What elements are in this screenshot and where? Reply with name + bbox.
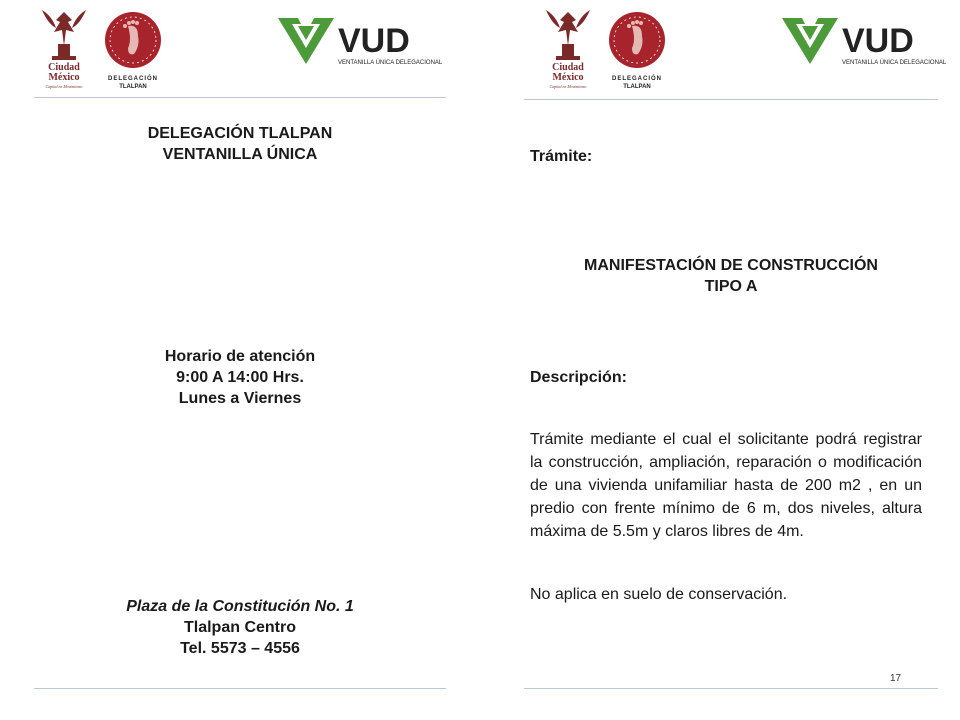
office-title-line1: DELEGACIÓN TLALPAN bbox=[147, 125, 333, 142]
svg-text:Capital en Movimiento: Capital en Movimiento bbox=[45, 84, 83, 89]
svg-text:TLALPAN: TLALPAN bbox=[119, 84, 147, 90]
schedule-label: Horario de atención bbox=[164, 348, 316, 365]
office-title bbox=[34, 123, 446, 165]
tramite-name-line2: TIPO A bbox=[704, 278, 758, 295]
schedule-block bbox=[34, 346, 446, 409]
vud-logo bbox=[780, 14, 950, 74]
footer-rule bbox=[34, 688, 446, 689]
svg-text:Ciudad: Ciudad bbox=[552, 62, 584, 73]
tramite-name-line1: MANIFESTACIÓN DE CONSTRUCCIÓN bbox=[584, 257, 878, 274]
right-page bbox=[480, 0, 960, 720]
tramite-name bbox=[524, 255, 938, 297]
address-line1: Plaza de la Constitución No. 1 bbox=[126, 598, 354, 615]
schedule-days: Lunes a Viernes bbox=[178, 390, 302, 407]
page-number: 17 bbox=[890, 673, 902, 684]
conservation-note: No aplica en suelo de conservación. bbox=[530, 586, 788, 603]
cdmx-logo bbox=[538, 6, 598, 90]
svg-text:México: México bbox=[552, 72, 584, 83]
svg-text:México: México bbox=[48, 72, 80, 83]
footer-rule bbox=[524, 688, 938, 689]
descripcion-text: Trámite mediante el cual el solicitante podrá registrar la construcción, ampliación, reparación o modificación de una vivienda unifamiliar hasta de 200 m2 , en un predio con frente mínimo de 6 m, dos niveles, altura máxima de 5.5m y claros libres de 4m. bbox=[530, 431, 922, 540]
svg-text:DELEGACIÓN: DELEGACIÓN bbox=[611, 76, 663, 82]
header-rule bbox=[524, 99, 938, 100]
delegacion-tlalpan-logo bbox=[602, 10, 672, 90]
svg-text:Capital en Movimiento: Capital en Movimiento bbox=[549, 84, 587, 89]
cdmx-logo bbox=[34, 6, 94, 90]
address-line2: Tlalpan Centro bbox=[183, 619, 296, 636]
office-title-line2: VENTANILLA ÚNICA bbox=[162, 146, 318, 163]
vud-logo bbox=[276, 14, 446, 74]
svg-text:VUD: VUD bbox=[842, 22, 914, 60]
header-rule bbox=[34, 97, 446, 98]
address-phone: Tel. 5573 – 4556 bbox=[180, 640, 300, 657]
svg-text:DELEGACIÓN: DELEGACIÓN bbox=[107, 76, 159, 82]
svg-text:TLALPAN: TLALPAN bbox=[623, 84, 651, 90]
address-block bbox=[34, 596, 446, 659]
schedule-time: 9:00 A 14:00 Hrs. bbox=[176, 369, 304, 386]
svg-text:VENTANILLA ÚNICA DELEGACIONAL: VENTANILLA ÚNICA DELEGACIONAL bbox=[338, 60, 443, 66]
tramite-label: Trámite: bbox=[530, 148, 593, 165]
delegacion-tlalpan-logo bbox=[98, 10, 168, 90]
svg-text:VENTANILLA ÚNICA DELEGACIONAL: VENTANILLA ÚNICA DELEGACIONAL bbox=[842, 60, 947, 66]
descripcion-label: Descripción: bbox=[530, 369, 627, 386]
svg-text:VUD: VUD bbox=[338, 22, 410, 60]
svg-text:Ciudad: Ciudad bbox=[48, 62, 80, 73]
